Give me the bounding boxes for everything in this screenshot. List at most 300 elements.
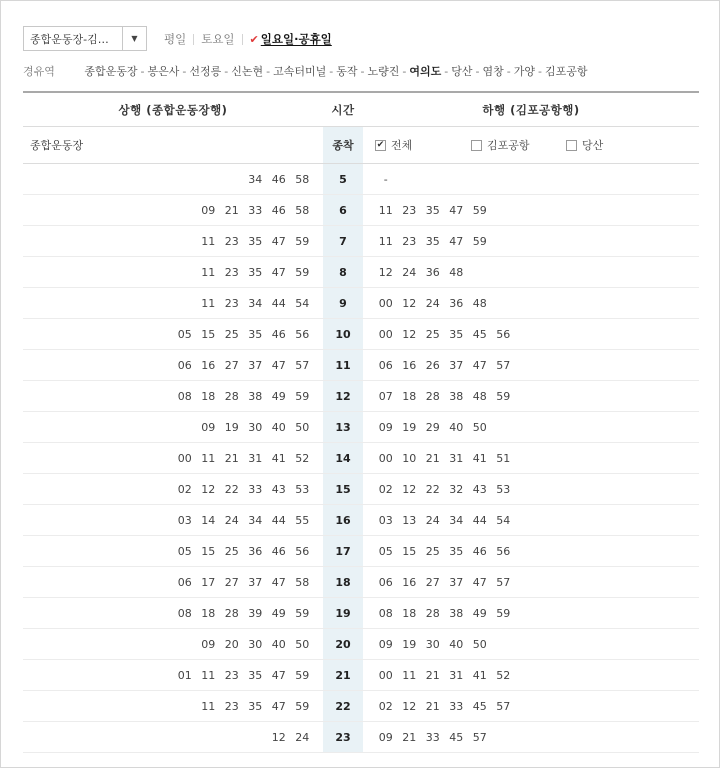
departure-minute: 50 bbox=[472, 637, 487, 651]
up-departures bbox=[23, 235, 323, 248]
station-separator: - bbox=[329, 65, 334, 78]
down-departures bbox=[363, 545, 699, 558]
departure-minute: 41 bbox=[472, 451, 487, 465]
departure-minute: 12 bbox=[271, 730, 286, 744]
departure-minute: 47 bbox=[271, 668, 286, 682]
table-row bbox=[23, 505, 699, 536]
departure-minute: 32 bbox=[449, 482, 464, 496]
departure-minute: 45 bbox=[449, 730, 464, 744]
departure-minute: 48 bbox=[449, 265, 464, 279]
departure-minute: 48 bbox=[472, 296, 487, 310]
departure-minute: 12 bbox=[402, 482, 417, 496]
departure-minute: 52 bbox=[295, 451, 310, 465]
departure-minute: 00 bbox=[177, 451, 192, 465]
via-stations bbox=[23, 63, 588, 79]
via-station: 여의도 bbox=[409, 65, 442, 78]
departure-minute: 50 bbox=[472, 420, 487, 434]
departure-minute: - bbox=[383, 172, 388, 186]
station-separator: - bbox=[182, 65, 187, 78]
table-row bbox=[23, 257, 699, 288]
departure-minute: 31 bbox=[449, 451, 464, 465]
departure-minute: 53 bbox=[295, 482, 310, 496]
departure-minute: 23 bbox=[224, 234, 239, 248]
departure-minute: 34 bbox=[248, 172, 263, 186]
hour-cell: 12 bbox=[323, 381, 363, 411]
table-row bbox=[23, 567, 699, 598]
departure-minute: 11 bbox=[378, 203, 393, 217]
departure-minute: 12 bbox=[402, 296, 417, 310]
departure-minute: 38 bbox=[449, 606, 464, 620]
departure-minute: 12 bbox=[378, 265, 393, 279]
departure-minute: 24 bbox=[402, 265, 417, 279]
departure-minute: 21 bbox=[425, 668, 440, 682]
departure-minute: 08 bbox=[378, 606, 393, 620]
departure-minute: 36 bbox=[449, 296, 464, 310]
up-departures bbox=[23, 204, 323, 217]
station-separator: - bbox=[506, 65, 511, 78]
departure-minute: 27 bbox=[224, 575, 239, 589]
departure-minute: 56 bbox=[496, 327, 511, 341]
departure-minute: 28 bbox=[224, 606, 239, 620]
via-station: 종합운동장 bbox=[84, 65, 138, 78]
departure-minute: 00 bbox=[378, 296, 393, 310]
departure-minute: 57 bbox=[496, 358, 511, 372]
up-departures bbox=[23, 483, 323, 496]
via-station: 노량진 bbox=[367, 65, 400, 78]
departure-minute: 33 bbox=[248, 203, 263, 217]
up-departures bbox=[23, 576, 323, 589]
departure-minute: 23 bbox=[224, 699, 239, 713]
departure-minute: 21 bbox=[224, 203, 239, 217]
hour-cell: 21 bbox=[323, 660, 363, 690]
terminus-label: 종착 bbox=[323, 127, 363, 163]
route-select-value: 종합운동장-김… bbox=[30, 32, 109, 46]
hour-cell: 6 bbox=[323, 195, 363, 225]
departure-minute: 55 bbox=[295, 513, 310, 527]
hour-cell: 20 bbox=[323, 629, 363, 659]
departure-minute: 56 bbox=[295, 327, 310, 341]
departure-minute: 02 bbox=[378, 482, 393, 496]
departure-minute: 18 bbox=[201, 606, 216, 620]
departure-minute: 56 bbox=[496, 544, 511, 558]
tab-divider bbox=[242, 34, 243, 45]
via-station: 봉은사 bbox=[147, 65, 180, 78]
table-row bbox=[23, 164, 699, 195]
departure-minute: 35 bbox=[248, 699, 263, 713]
departure-minute: 23 bbox=[402, 234, 417, 248]
station-separator: - bbox=[266, 65, 271, 78]
departure-minute: 59 bbox=[295, 606, 310, 620]
departure-minute: 14 bbox=[201, 513, 216, 527]
header-down: 하행 (김포공항행) bbox=[482, 102, 580, 117]
hour-cell: 17 bbox=[323, 536, 363, 566]
down-departures bbox=[363, 483, 699, 496]
via-label: 경유역 bbox=[23, 65, 55, 78]
departure-minute: 00 bbox=[378, 451, 393, 465]
departure-minute: 40 bbox=[271, 420, 286, 434]
departure-minute: 56 bbox=[295, 544, 310, 558]
station-separator: - bbox=[224, 65, 229, 78]
via-station: 김포공항 bbox=[545, 65, 588, 78]
departure-minute: 59 bbox=[295, 699, 310, 713]
departure-minute: 49 bbox=[271, 389, 286, 403]
via-station: 고속터미널 bbox=[273, 65, 327, 78]
filter-dangsan-label: 당산 bbox=[582, 139, 604, 152]
departure-minute: 37 bbox=[248, 358, 263, 372]
departure-minute: 35 bbox=[425, 203, 440, 217]
down-departures bbox=[363, 731, 699, 744]
departure-minute: 06 bbox=[177, 575, 192, 589]
hour-cell: 11 bbox=[323, 350, 363, 380]
departure-minute: 25 bbox=[224, 327, 239, 341]
departure-minute: 47 bbox=[271, 358, 286, 372]
departure-minute: 37 bbox=[449, 575, 464, 589]
station-separator: - bbox=[402, 65, 407, 78]
departure-minute: 30 bbox=[248, 637, 263, 651]
up-stop-label: 종합운동장 bbox=[30, 139, 84, 152]
departure-minute: 44 bbox=[472, 513, 487, 527]
departure-minute: 24 bbox=[425, 296, 440, 310]
departure-minute: 25 bbox=[425, 544, 440, 558]
departure-minute: 58 bbox=[295, 575, 310, 589]
departure-minute: 06 bbox=[177, 358, 192, 372]
down-departures bbox=[363, 235, 699, 248]
departure-minute: 35 bbox=[449, 544, 464, 558]
departure-minute: 34 bbox=[449, 513, 464, 527]
up-departures bbox=[23, 700, 323, 713]
departure-minute: 11 bbox=[201, 234, 216, 248]
departure-minute: 46 bbox=[271, 327, 286, 341]
departure-minute: 21 bbox=[425, 451, 440, 465]
day-tabs bbox=[164, 32, 332, 46]
up-departures bbox=[23, 266, 323, 279]
departure-minute: 46 bbox=[271, 544, 286, 558]
departure-minute: 23 bbox=[402, 203, 417, 217]
departure-minute: 19 bbox=[402, 637, 417, 651]
departure-minute: 09 bbox=[378, 637, 393, 651]
hour-cell: 5 bbox=[323, 164, 363, 194]
departure-minute: 35 bbox=[248, 265, 263, 279]
departure-minute: 23 bbox=[224, 668, 239, 682]
via-station-list bbox=[84, 65, 587, 78]
station-separator: - bbox=[140, 65, 145, 78]
tab-saturday[interactable]: 토요일 bbox=[201, 32, 235, 46]
departure-minute: 44 bbox=[271, 513, 286, 527]
departure-minute: 11 bbox=[201, 265, 216, 279]
departure-minute: 25 bbox=[224, 544, 239, 558]
departure-minute: 59 bbox=[472, 234, 487, 248]
departure-minute: 53 bbox=[496, 482, 511, 496]
checkbox-dangsan[interactable] bbox=[566, 140, 577, 151]
station-separator: - bbox=[444, 65, 449, 78]
table-row bbox=[23, 536, 699, 567]
departure-minute: 18 bbox=[402, 389, 417, 403]
departure-minute: 59 bbox=[295, 234, 310, 248]
departure-minute: 48 bbox=[472, 389, 487, 403]
route-select[interactable] bbox=[23, 26, 147, 51]
departure-minute: 38 bbox=[248, 389, 263, 403]
departure-minute: 28 bbox=[224, 389, 239, 403]
departure-minute: 43 bbox=[271, 482, 286, 496]
departure-minute: 46 bbox=[271, 172, 286, 186]
departure-minute: 35 bbox=[449, 327, 464, 341]
departure-minute: 06 bbox=[378, 575, 393, 589]
table-row bbox=[23, 722, 699, 753]
table-row bbox=[23, 412, 699, 443]
departure-minute: 59 bbox=[295, 389, 310, 403]
hour-cell: 19 bbox=[323, 598, 363, 628]
departure-minute: 11 bbox=[201, 296, 216, 310]
departure-minute: 15 bbox=[201, 327, 216, 341]
departure-minute: 09 bbox=[201, 420, 216, 434]
down-departures bbox=[363, 266, 699, 279]
hour-cell: 23 bbox=[323, 722, 363, 752]
down-departures bbox=[363, 638, 699, 651]
departure-minute: 11 bbox=[378, 234, 393, 248]
down-departures bbox=[363, 173, 699, 186]
departure-minute: 59 bbox=[472, 203, 487, 217]
via-station: 신논현 bbox=[231, 65, 264, 78]
header-up: 상행 (종합운동장행) bbox=[118, 102, 228, 117]
down-departures bbox=[363, 669, 699, 682]
table-row bbox=[23, 195, 699, 226]
departure-minute: 11 bbox=[201, 668, 216, 682]
departure-minute: 37 bbox=[248, 575, 263, 589]
down-departures bbox=[363, 576, 699, 589]
down-filters bbox=[363, 137, 699, 153]
down-departures bbox=[363, 204, 699, 217]
departure-minute: 19 bbox=[224, 420, 239, 434]
table-row bbox=[23, 381, 699, 412]
departure-minute: 54 bbox=[295, 296, 310, 310]
departure-minute: 24 bbox=[295, 730, 310, 744]
departure-minute: 15 bbox=[402, 544, 417, 558]
departure-minute: 12 bbox=[402, 699, 417, 713]
down-departures bbox=[363, 452, 699, 465]
departure-minute: 28 bbox=[425, 389, 440, 403]
departure-minute: 27 bbox=[425, 575, 440, 589]
departure-minute: 21 bbox=[402, 730, 417, 744]
departure-minute: 21 bbox=[224, 451, 239, 465]
up-departures bbox=[23, 638, 323, 651]
up-departures bbox=[23, 173, 323, 186]
departure-minute: 49 bbox=[271, 606, 286, 620]
up-departures bbox=[23, 607, 323, 620]
departure-minute: 06 bbox=[378, 358, 393, 372]
table-row bbox=[23, 598, 699, 629]
hour-cell: 16 bbox=[323, 505, 363, 535]
departure-minute: 23 bbox=[224, 296, 239, 310]
departure-minute: 36 bbox=[425, 265, 440, 279]
up-departures bbox=[23, 297, 323, 310]
departure-minute: 35 bbox=[248, 234, 263, 248]
down-departures bbox=[363, 700, 699, 713]
departure-minute: 59 bbox=[295, 668, 310, 682]
filter-all-label: 전체 bbox=[391, 139, 413, 152]
departure-minute: 24 bbox=[425, 513, 440, 527]
departure-minute: 08 bbox=[177, 389, 192, 403]
departure-minute: 57 bbox=[496, 575, 511, 589]
departure-minute: 51 bbox=[496, 451, 511, 465]
departure-minute: 05 bbox=[378, 544, 393, 558]
departure-minute: 59 bbox=[496, 389, 511, 403]
departure-minute: 16 bbox=[201, 358, 216, 372]
departure-minute: 19 bbox=[402, 420, 417, 434]
departure-minute: 20 bbox=[224, 637, 239, 651]
departure-minute: 31 bbox=[248, 451, 263, 465]
departure-minute: 43 bbox=[472, 482, 487, 496]
departure-minute: 39 bbox=[248, 606, 263, 620]
departure-minute: 03 bbox=[177, 513, 192, 527]
checkbox-all[interactable]: ✔ bbox=[376, 139, 385, 150]
table-row bbox=[23, 629, 699, 660]
departure-minute: 26 bbox=[425, 358, 440, 372]
departure-minute: 24 bbox=[224, 513, 239, 527]
hour-cell: 8 bbox=[323, 257, 363, 287]
down-departures bbox=[363, 390, 699, 403]
departure-minute: 47 bbox=[271, 699, 286, 713]
hour-cell: 7 bbox=[323, 226, 363, 256]
departure-minute: 44 bbox=[271, 296, 286, 310]
departure-minute: 02 bbox=[177, 482, 192, 496]
departure-minute: 18 bbox=[201, 389, 216, 403]
via-station: 가양 bbox=[513, 65, 536, 78]
down-departures bbox=[363, 297, 699, 310]
timetable bbox=[23, 91, 699, 753]
table-row bbox=[23, 319, 699, 350]
table-subheader bbox=[23, 127, 699, 164]
departure-minute: 47 bbox=[472, 575, 487, 589]
departure-minute: 33 bbox=[248, 482, 263, 496]
departure-minute: 59 bbox=[295, 265, 310, 279]
departure-minute: 27 bbox=[224, 358, 239, 372]
departure-minute: 33 bbox=[449, 699, 464, 713]
departure-minute: 38 bbox=[449, 389, 464, 403]
up-departures bbox=[23, 731, 323, 744]
departure-minute: 41 bbox=[271, 451, 286, 465]
departure-minute: 09 bbox=[378, 730, 393, 744]
via-station: 염창 bbox=[482, 65, 504, 78]
departure-minute: 01 bbox=[177, 668, 192, 682]
via-station: 선정릉 bbox=[189, 65, 222, 78]
hour-cell: 9 bbox=[323, 288, 363, 318]
departure-minute: 30 bbox=[425, 637, 440, 651]
table-header bbox=[23, 91, 699, 127]
hour-cell: 14 bbox=[323, 443, 363, 473]
table-row bbox=[23, 474, 699, 505]
checkbox-gimpo-airport[interactable] bbox=[471, 140, 482, 151]
departure-minute: 28 bbox=[425, 606, 440, 620]
timetable-rows bbox=[23, 164, 699, 753]
chevron-down-icon[interactable]: ▼ bbox=[122, 27, 146, 50]
departure-minute: 34 bbox=[248, 296, 263, 310]
filter-all[interactable] bbox=[375, 137, 471, 153]
departure-minute: 34 bbox=[248, 513, 263, 527]
filter-gimpo-airport[interactable] bbox=[471, 137, 566, 153]
departure-minute: 35 bbox=[248, 668, 263, 682]
departure-minute: 11 bbox=[402, 668, 417, 682]
departure-minute: 22 bbox=[425, 482, 440, 496]
departure-minute: 58 bbox=[295, 172, 310, 186]
departure-minute: 17 bbox=[201, 575, 216, 589]
departure-minute: 46 bbox=[271, 203, 286, 217]
tab-sunday-holiday[interactable]: 일요일·공휴일 bbox=[260, 32, 332, 46]
departure-minute: 40 bbox=[449, 637, 464, 651]
departure-minute: 05 bbox=[177, 544, 192, 558]
departure-minute: 57 bbox=[472, 730, 487, 744]
up-departures bbox=[23, 669, 323, 682]
table-row bbox=[23, 691, 699, 722]
departure-minute: 15 bbox=[201, 544, 216, 558]
hour-cell: 22 bbox=[323, 691, 363, 721]
down-departures bbox=[363, 328, 699, 341]
departure-minute: 50 bbox=[295, 420, 310, 434]
departure-minute: 35 bbox=[425, 234, 440, 248]
departure-minute: 07 bbox=[378, 389, 393, 403]
filter-gimpo-airport-label: 김포공항 bbox=[487, 139, 530, 152]
departure-minute: 16 bbox=[402, 575, 417, 589]
table-row bbox=[23, 660, 699, 691]
up-departures bbox=[23, 514, 323, 527]
departure-minute: 16 bbox=[402, 358, 417, 372]
up-departures bbox=[23, 390, 323, 403]
up-departures bbox=[23, 359, 323, 372]
table-row bbox=[23, 226, 699, 257]
departure-minute: 09 bbox=[201, 637, 216, 651]
departure-minute: 36 bbox=[248, 544, 263, 558]
departure-minute: 45 bbox=[472, 327, 487, 341]
departure-minute: 40 bbox=[449, 420, 464, 434]
departure-minute: 31 bbox=[449, 668, 464, 682]
departure-minute: 33 bbox=[425, 730, 440, 744]
departure-minute: 02 bbox=[378, 699, 393, 713]
departure-minute: 58 bbox=[295, 203, 310, 217]
up-departures bbox=[23, 545, 323, 558]
via-station: 당산 bbox=[451, 65, 473, 78]
departure-minute: 49 bbox=[472, 606, 487, 620]
up-departures bbox=[23, 328, 323, 341]
departure-minute: 21 bbox=[425, 699, 440, 713]
down-departures bbox=[363, 607, 699, 620]
departure-minute: 40 bbox=[271, 637, 286, 651]
tab-divider bbox=[193, 34, 194, 45]
departure-minute: 05 bbox=[177, 327, 192, 341]
station-separator: - bbox=[538, 65, 543, 78]
departure-minute: 23 bbox=[224, 265, 239, 279]
station-separator: - bbox=[360, 65, 365, 78]
departure-minute: 10 bbox=[402, 451, 417, 465]
down-departures bbox=[363, 359, 699, 372]
departure-minute: 12 bbox=[402, 327, 417, 341]
departure-minute: 08 bbox=[177, 606, 192, 620]
departure-minute: 09 bbox=[378, 420, 393, 434]
departure-minute: 57 bbox=[295, 358, 310, 372]
filter-dangsan[interactable] bbox=[566, 137, 603, 153]
departure-minute: 47 bbox=[449, 234, 464, 248]
table-row bbox=[23, 350, 699, 381]
departure-minute: 03 bbox=[378, 513, 393, 527]
departure-minute: 11 bbox=[201, 451, 216, 465]
departure-minute: 29 bbox=[425, 420, 440, 434]
tab-weekday[interactable]: 평일 bbox=[164, 32, 187, 46]
departure-minute: 47 bbox=[271, 265, 286, 279]
check-icon: ✔ bbox=[249, 32, 259, 46]
departure-minute: 37 bbox=[449, 358, 464, 372]
hour-cell: 18 bbox=[323, 567, 363, 597]
up-departures bbox=[23, 452, 323, 465]
table-row bbox=[23, 288, 699, 319]
departure-minute: 47 bbox=[449, 203, 464, 217]
